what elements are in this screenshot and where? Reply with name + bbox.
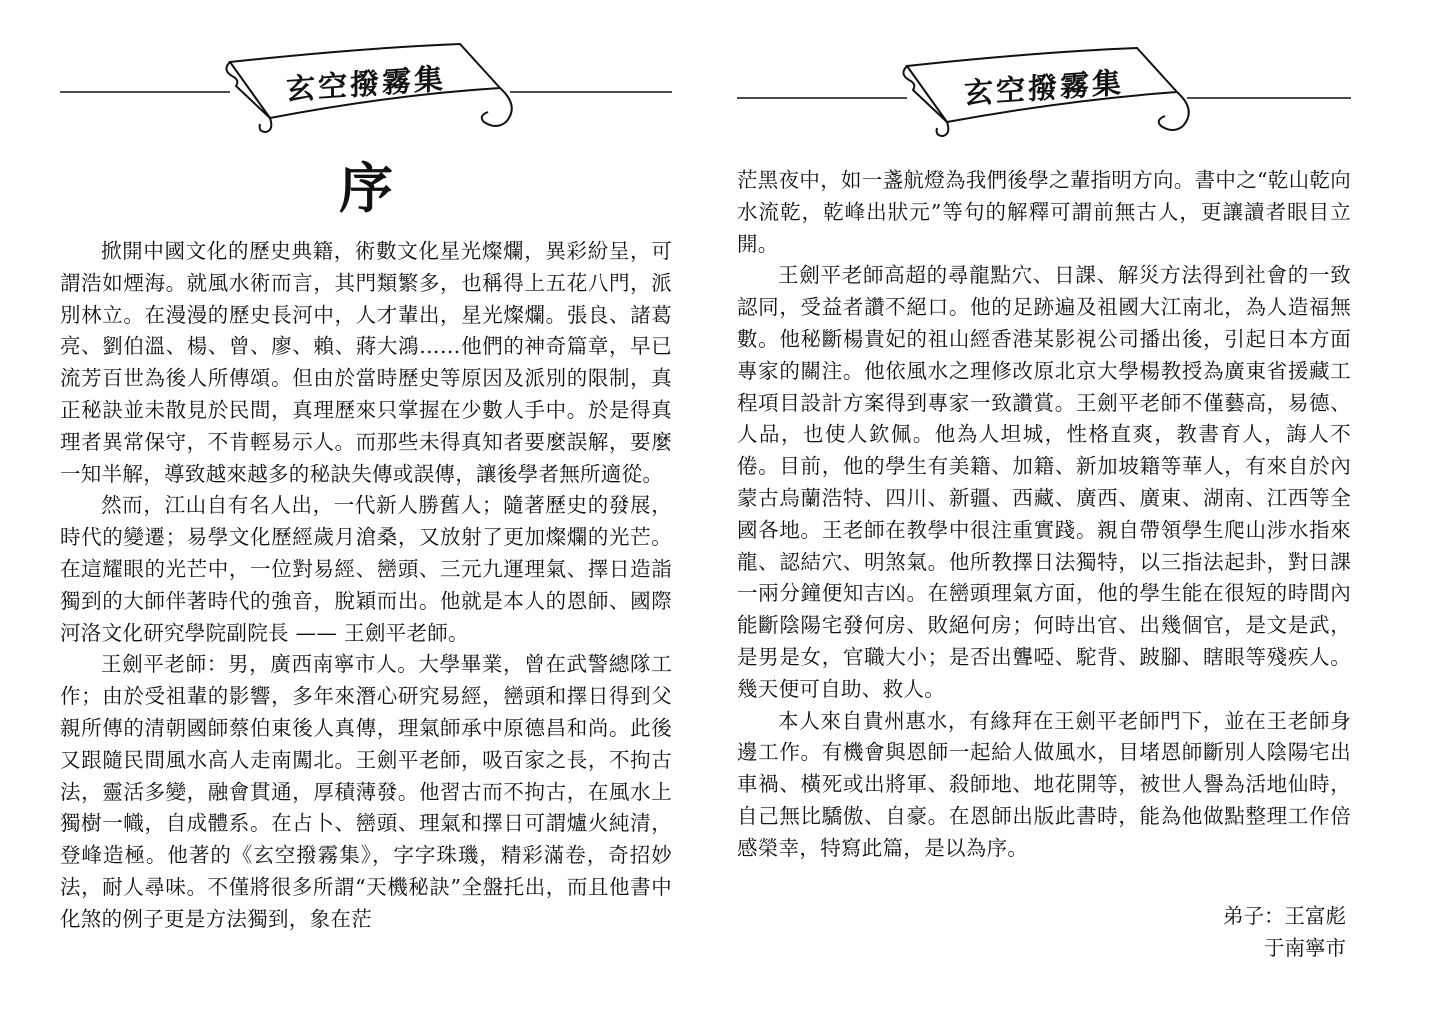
left-body-text [60, 236, 672, 936]
author-signature [1223, 900, 1346, 964]
signature-name: 弟子：王富彪 [1223, 904, 1346, 928]
book-header-banner [60, 40, 672, 140]
book-title: 玄空撥霧集 [963, 65, 1124, 111]
paragraph: 茫黑夜中，如一盞航燈為我們後學之輩指明方向。書中之“乾山乾向水流乾，乾峰出狀元”等句的解釋可謂前無古人，更讓讀者眼目立開。 [737, 168, 1351, 256]
paragraph: 然而，江山自有名人出，一代新人勝舊人；隨著歷史的發展，時代的變遷；易學文化歷經歲月滄桑，又放射了更加燦爛的光芒。在這耀眼的光芒中，一位對易經、巒頭、三元九運理氣、擇日造詣獨到的大師伴著時代的強音，脫穎而出。他就是本人的恩師、國際河洛文化研究學院副院長 —— 王劍平老師。 [60, 493, 672, 645]
right-body-text [737, 165, 1351, 865]
paragraph: 掀開中國文化的歷史典籍，術數文化星光燦爛，異彩紛呈，可謂浩如煙海。就風水術而言，其門類繁多，也稱得上五花八門，派別林立。在漫漫的歷史長河中，人才輩出，星光燦爛。張良、諸葛亮、劉伯溫、楊、曾、廖、賴、蔣大鴻……他們的神奇篇章，早已流芳百世為後人所傳頌。但由於當時歷史等原因及派別的限制，真正秘訣並未散見於民間，真理歷來只掌握在少數人手中。於是得真理者異常保守，不肯輕易示人。而那些未得真知者要麼誤解，要麼一知半解，導致越來越多的秘訣失傳或誤傳，讓後學者無所適從。 [60, 239, 672, 486]
paragraph: 王劍平老師高超的尋龍點穴、日課、解災方法得到社會的一致認同，受益者讚不絕口。他的足跡遍及祖國大江南北，為人造福無數。他秘斷楊貴妃的祖山經香港某影視公司播出後，引起日本方面專家的關注。他依風水之理修改原北京大學楊教授為廣東省援藏工程項目設計方案得到專家一致讚賞。王劍平老師不僅藝高，易德、人品，也使人欽佩。他為人坦城，性格直爽，教書育人，誨人不倦。目前，他的學生有美籍、加籍、新加坡籍等華人，有來自於內蒙古烏蘭浩特、四川、新疆、西藏、廣西、廣東、湖南、江西等全國各地。王老師在教學中很注重實踐。親自帶領學生爬山涉水指來龍、認結穴、明煞氣。他所教擇日法獨特，以三指法起卦，對日課一兩分鐘便知吉凶。在巒頭理氣方面，他的學生能在很短的時間內能斷陰陽宅發何房、敗絕何房；何時出官、出幾個官，是文是武，是男是女，官職大小；是否出聾啞、駝背、跛腳、瞎眼等殘疾人。幾天便可自助、救人。 [737, 263, 1351, 701]
left-page [0, 0, 715, 1012]
book-title: 玄空撥霧集 [285, 61, 446, 107]
paragraph: 本人來自貴州惠水，有緣拜在王劍平老師門下，並在王老師身邊工作。有機會與恩師一起給人做風水，目堵恩師斷別人陰陽宅出車禍、橫死或出將軍、殺師地、地花開等，被世人譽為活地仙時，自己無比驕傲、自豪。在恩師出版此書時，能為他做點整理工作倍感榮幸，特寫此篇，是以為序。 [737, 708, 1351, 860]
preface-title: 序 [339, 156, 393, 220]
right-page [715, 0, 1431, 1012]
book-header-banner [737, 40, 1351, 140]
paragraph: 王劍平老師：男，廣西南寧市人。大學畢業，曾在武警總隊工作；由於受祖輩的影響，多年來潛心研究易經，巒頭和擇日得到父親所傳的清朝國師蔡伯東後人真傳，理氣師承中原德昌和尚。此後又跟隨民間風水高人走南闖北。王劍平老師，吸百家之長，不拘古法，靈活多變，融會貫通，厚積薄發。他習古而不拘古，在風水上獨樹一幟，自成體系。在占卜、巒頭、理氣和擇日可謂爐火純清，登峰造極。他著的《玄空撥霧集》，字字珠璣，精彩滿卷，奇招妙法，耐人尋味。不僅將很多所謂“天機秘訣”全盤托出，而且他書中化煞的例子更是方法獨到，象在茫 [60, 652, 672, 931]
signature-place: 于南寧市 [1264, 936, 1346, 960]
